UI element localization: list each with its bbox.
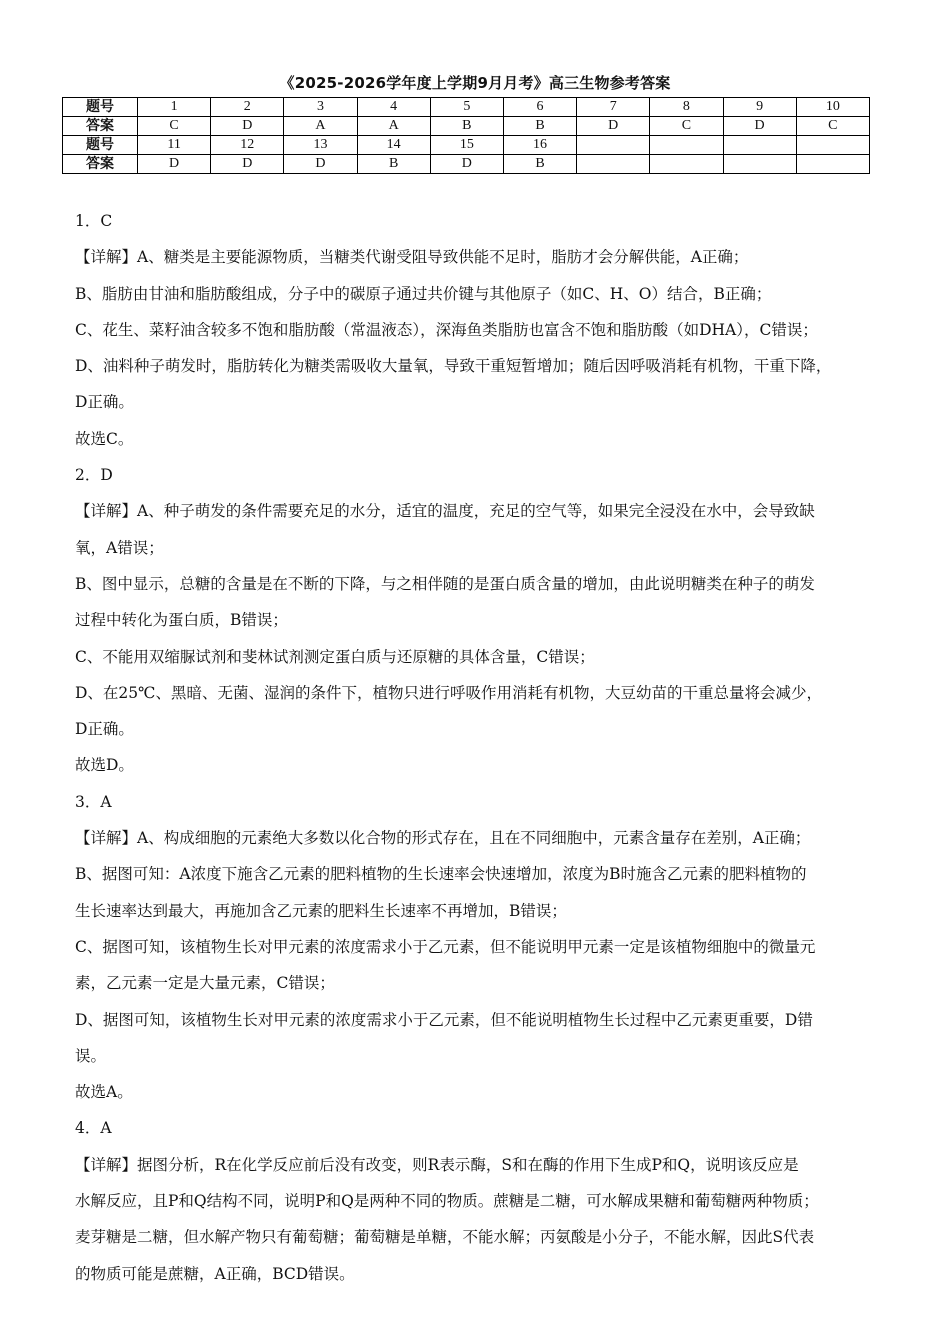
table-cell: B [430, 117, 503, 136]
explanation-line: B、脂肪由甘油和脂肪酸组成，分子中的碳原子通过共价键与其他原子（如C、H、O）结合，B正确； [75, 284, 772, 303]
explanation-line: 【详解】A、构成细胞的元素绝大多数以化合物的形式存在，且在不同细胞中，元素含量存在差别，A正确； [75, 829, 811, 848]
explanation-line: D正确。 [75, 393, 134, 412]
table-cell: D [138, 155, 211, 174]
explanation-body [75, 203, 887, 1292]
explanation-line: 【详解】A、糖类是主要能源物质，当糖类代谢受阻导致供能不足时，脂肪才会分解供能，A正确； [75, 248, 749, 267]
explanation-line: D、油料种子萌发时，脂肪转化为糖类需吸收大量氧，导致干重短暂增加；随后因呼吸消耗有机物，干重下降， [75, 357, 832, 376]
table-cell [650, 136, 723, 155]
table-cell: 7 [577, 98, 650, 117]
table-cell [650, 155, 723, 174]
explanation-line: 过程中转化为蛋白质，B错误； [75, 611, 288, 630]
table-cell: B [357, 155, 430, 174]
table-cell: 14 [357, 136, 430, 155]
table-cell: 12 [211, 136, 284, 155]
question-number: 4．A [75, 1119, 112, 1138]
table-cell: A [284, 117, 357, 136]
table-cell: 4 [357, 98, 430, 117]
table-cell: C [138, 117, 211, 136]
row-label-answer: 答案 [63, 155, 138, 174]
table-cell [723, 136, 796, 155]
conclusion-line: 故选D。 [75, 756, 134, 775]
table-cell: 3 [284, 98, 357, 117]
table-cell: D [211, 117, 284, 136]
question-number: 2．D [75, 466, 113, 485]
explanation-line: D、在25℃、黑暗、无菌、湿润的条件下，植物只进行呼吸作用消耗有机物，大豆幼苗的干重总量将会减少， [75, 683, 822, 702]
explanation-line: 水解反应，且P和Q结构不同，说明P和Q是两种不同的物质。蔗糖是二糖，可水解成果糖和葡萄糖两种物质； [75, 1192, 819, 1211]
explanation-line: 误。 [75, 1046, 107, 1065]
page-title: 《2025-2026学年度上学期9月月考》高三生物参考答案 [279, 74, 671, 92]
table-cell: 6 [503, 98, 576, 117]
table-cell [796, 155, 869, 174]
table-cell: A [357, 117, 430, 136]
table-cell: 15 [430, 136, 503, 155]
table-cell: D [284, 155, 357, 174]
table-cell: D [577, 117, 650, 136]
answer-table [62, 97, 870, 174]
table-cell [577, 155, 650, 174]
table-cell: 8 [650, 98, 723, 117]
row-label-question: 题号 [63, 136, 138, 155]
table-row [63, 117, 870, 136]
table-cell: 11 [138, 136, 211, 155]
table-row [63, 155, 870, 174]
table-cell: C [796, 117, 869, 136]
explanation-line: 【详解】A、种子萌发的条件需要充足的水分，适宜的温度，充足的空气等，如果完全浸没在水中，会导致缺 [75, 502, 815, 521]
table-cell [723, 155, 796, 174]
table-cell: D [430, 155, 503, 174]
row-label-answer: 答案 [63, 117, 138, 136]
table-cell: B [503, 155, 576, 174]
explanation-line: 【详解】据图分析，R在化学反应前后没有改变，则R表示酶，S和在酶的作用下生成P和Q，说明该反应是 [75, 1155, 799, 1174]
row-label-question: 题号 [63, 98, 138, 117]
conclusion-line: 故选A。 [75, 1083, 133, 1102]
table-row [63, 98, 870, 117]
question-number: 3．A [75, 792, 112, 811]
table-cell: D [211, 155, 284, 174]
table-cell: B [503, 117, 576, 136]
explanation-line: B、图中显示，总糖的含量是在不断的下降，与之相伴随的是蛋白质含量的增加，由此说明糖类在种子的萌发 [75, 574, 815, 593]
explanation-line: D正确。 [75, 720, 134, 739]
explanation-line: C、不能用双缩脲试剂和斐林试剂测定蛋白质与还原糖的具体含量，C错误； [75, 647, 595, 666]
explanation-line: 生长速率达到最大，再施加含乙元素的肥料生长速率不再增加，B错误； [75, 901, 567, 920]
table-cell: C [650, 117, 723, 136]
table-cell [796, 136, 869, 155]
table-cell [577, 136, 650, 155]
table-cell: 13 [284, 136, 357, 155]
explanation-line: 的物质可能是蔗糖，A正确，BCD错误。 [75, 1264, 355, 1283]
explanation-line: B、据图可知：A浓度下施含乙元素的肥料植物的生长速率会快速增加，浓度为B时施含乙元素的肥料植物的 [75, 865, 807, 884]
explanation-line: D、据图可知，该植物生长对甲元素的浓度需求小于乙元素，但不能说明植物生长过程中乙元素更重要，D错 [75, 1010, 813, 1029]
table-cell: 10 [796, 98, 869, 117]
conclusion-line: 故选C。 [75, 429, 134, 448]
question-number: 1．C [75, 212, 113, 230]
table-cell: 1 [138, 98, 211, 117]
explanation-line: 氧，A错误； [75, 538, 164, 557]
table-cell: 2 [211, 98, 284, 117]
explanation-line: C、花生、菜籽油含较多不饱和脂肪酸（常温液态），深海鱼类脂肪也富含不饱和脂肪酸（如DHA），C错误； [75, 320, 818, 339]
table-cell: 5 [430, 98, 503, 117]
table-cell: D [723, 117, 796, 136]
explanation-line: 素，乙元素一定是大量元素，C错误； [75, 974, 335, 993]
table-row [63, 136, 870, 155]
explanation-line: C、据图可知，该植物生长对甲元素的浓度需求小于乙元素，但不能说明甲元素一定是该植物细胞中的微量元 [75, 937, 816, 956]
explanation-line: 麦芽糖是二糖，但水解产物只有葡萄糖；葡萄糖是单糖，不能水解；丙氨酸是小分子，不能水解，因此S代表 [75, 1228, 815, 1247]
table-cell: 16 [503, 136, 576, 155]
table-cell: 9 [723, 98, 796, 117]
